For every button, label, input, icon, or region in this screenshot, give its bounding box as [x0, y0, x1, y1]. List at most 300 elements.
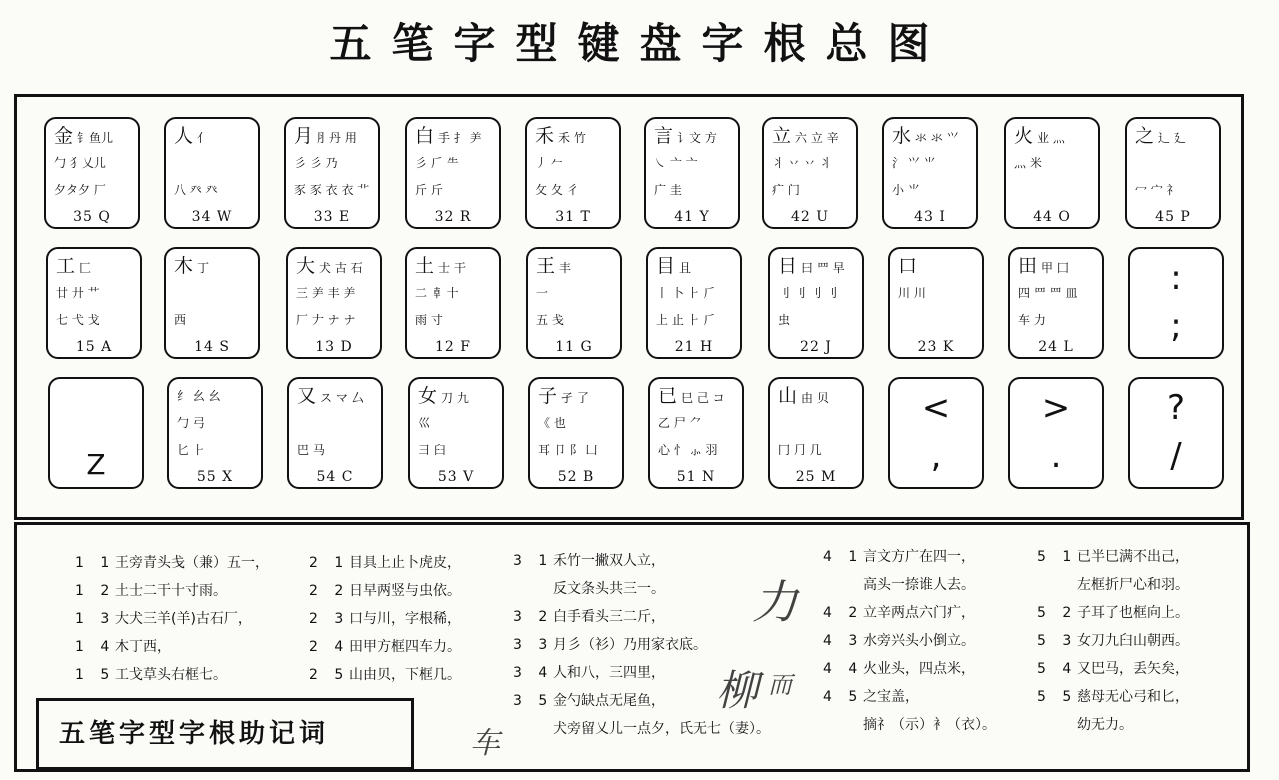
key-sub-radicals: 业 灬 [1037, 131, 1065, 145]
mnemonic-code: 2 2 [309, 583, 350, 599]
radical-row [174, 257, 209, 276]
key-sub-radicals: 丿 𠂉 [535, 156, 563, 170]
mnemonic-line [75, 555, 269, 572]
radical-row [54, 127, 113, 146]
mnemonic-line [513, 553, 665, 570]
key-24-l [1008, 247, 1104, 359]
key-sub-radicals: 甲 囗 [1041, 261, 1069, 275]
key-31-t [525, 117, 621, 229]
radical-row [778, 284, 837, 300]
key-sub-radicals: 孑 了 [561, 391, 589, 405]
key-main-radical: 已 [658, 385, 678, 407]
mnemonic-line [75, 611, 252, 628]
key-sub-radicals: 彡 彡 乃 [294, 156, 338, 170]
key-code: 15 A [75, 339, 113, 355]
mnemonic-code: 3 3 [513, 637, 554, 653]
key-code: 44 O [1033, 209, 1071, 225]
key-main-radical: 田 [1018, 255, 1038, 277]
mnemonic-caption: 五笔字型字根助记词 [36, 698, 414, 770]
key-13-d [286, 247, 382, 359]
radical-row [415, 154, 459, 170]
key-14-s [164, 247, 260, 359]
mnemonic-line [513, 721, 770, 738]
mnemonic-code: 1 3 [75, 611, 116, 627]
radical-row [898, 257, 921, 276]
mnemonic-code: 5 3 [1037, 633, 1078, 649]
mnemonic-code: 4 5 [823, 689, 864, 705]
key-sub-radicals: 匚 [79, 261, 92, 275]
key-11-g [526, 247, 622, 359]
key-sub-radicals: 雨 寸 [415, 313, 443, 327]
key-main-radical: 山 [778, 385, 798, 407]
key-symbol: : [1170, 258, 1182, 298]
key-symbol-29 [1128, 377, 1224, 489]
mnemonic-text: 山由贝，下框几。 [349, 667, 461, 683]
mnemonic-code: 2 3 [309, 611, 350, 627]
radical-row [415, 127, 482, 146]
key-sub-radicals: 巳 己 コ [681, 391, 725, 405]
key-sub-radicals: ⽲ 竹 [558, 131, 586, 145]
key-sub-radicals: 广 圭 [654, 183, 682, 197]
key-sub-radicals: ㇏ 亠 亠 [654, 156, 698, 170]
key-sub-radicals: 刂 刂 刂 刂 [778, 286, 838, 300]
radical-row [538, 387, 589, 406]
mnemonic-text: 日早两竖与虫依。 [349, 583, 461, 599]
radical-row [892, 181, 920, 197]
key-44-o [1004, 117, 1100, 229]
mnemonic-text: 工戈草头右框七。 [115, 667, 227, 683]
key-sub-radicals: 心 忄 ⺗ 羽 [658, 443, 718, 457]
mnemonic-text: 火业头，四点米， [863, 661, 975, 677]
mnemonic-line [823, 689, 919, 706]
key-sub-radicals: 六 立 辛 [795, 131, 839, 145]
mnemonic-line [823, 717, 996, 734]
radical-row [56, 311, 100, 327]
radical-row [654, 127, 717, 146]
key-main-radical: 之 [1135, 125, 1155, 147]
radical-row [294, 154, 338, 170]
key-43-i [882, 117, 978, 229]
key-34-w [164, 117, 260, 229]
key-main-radical: 大 [296, 255, 316, 277]
key-21-h [646, 247, 742, 359]
mnemonic-text: 犬旁留乂儿一点夕，氏无七（妻）。 [553, 721, 770, 737]
key-sub-radicals: ⺼丹 用 [317, 131, 357, 145]
radical-row [177, 414, 205, 430]
radical-row [778, 257, 845, 276]
key-symbol: < [921, 388, 951, 428]
mnemonic-text: 白手看头三二斤， [553, 609, 665, 625]
key-main-radical: 水 [892, 125, 912, 147]
key-sub-radicals: 厂 𠂇 ナ ナ [296, 313, 356, 327]
radical-row [1014, 154, 1042, 170]
mnemonic-text: 已半巳满不出己， [1077, 549, 1189, 565]
key-sub-radicals: 丁 [197, 261, 210, 275]
radical-row [654, 154, 698, 170]
key-main-radical: 土 [415, 255, 435, 277]
key-main-radical: 月 [294, 125, 314, 147]
key-main-radical: 金 [54, 125, 74, 147]
radical-row [535, 181, 579, 197]
mnemonic-text: 反文条头共三一。 [553, 581, 665, 597]
mnemonic-text: 子耳了也框向上。 [1077, 605, 1189, 621]
key-main-radical: 口 [898, 255, 918, 277]
key-sub-radicals: 攵 夂 彳 [535, 183, 579, 197]
mnemonic-code: 4 2 [823, 605, 864, 621]
key-sub-radicals: 巴 马 [297, 443, 325, 457]
mnemonic-line [1037, 549, 1189, 566]
key-sub-radicals: ス マ 厶 [320, 391, 364, 405]
radical-row [772, 154, 831, 170]
key-code: 42 U [790, 209, 830, 225]
key-sub-radicals: 三 ⺶ 丰 ⺶ [296, 286, 356, 300]
mnemonic-line [309, 611, 461, 628]
key-symbol: ? [1166, 388, 1186, 428]
key-main-radical: 工 [56, 255, 76, 277]
key-main-radical: 禾 [535, 125, 555, 147]
radical-row [892, 154, 936, 170]
mnemonic-line [75, 667, 227, 684]
mnemonic-code: 3 1 [513, 553, 554, 569]
key-sub-radicals: 冂 ⺆ 几 [778, 443, 822, 457]
key-sub-radicals: 丨 卜 ⺊ 𠂆 [656, 286, 716, 300]
key-main-radical: 火 [1014, 125, 1034, 147]
mnemonic-line [513, 581, 665, 598]
key-sub-radicals: 钅鱼儿 [77, 131, 114, 145]
mnemonic-line [823, 661, 975, 678]
radical-row [294, 127, 357, 146]
key-sub-radicals: 冖 宀 礻 [1135, 183, 1179, 197]
radical-row [418, 387, 469, 406]
key-sub-radicals: 一 [536, 286, 549, 300]
key-sub-radicals: 豕 豕 衣 衣 ⻀ [294, 183, 370, 197]
radical-row [536, 284, 548, 300]
key-code: 35 Q [73, 209, 111, 225]
key-42-u [762, 117, 858, 229]
key-main-radical: 言 [654, 125, 674, 147]
key-code: 31 T [555, 209, 591, 225]
radical-row [297, 441, 325, 457]
mnemonic-code: 3 5 [513, 693, 554, 709]
key-code: 41 Y [674, 209, 710, 225]
mnemonic-text: 之宝盖， [863, 689, 919, 705]
mnemonic-code: 5 5 [1037, 689, 1078, 705]
key-12-f [405, 247, 501, 359]
mnemonic-text: 口与川，字根稀， [349, 611, 461, 627]
radical-row [656, 257, 691, 276]
radical-row [54, 154, 106, 170]
mnemonic-text: 高头一捺谁人去。 [863, 577, 975, 593]
key-sub-radicals: 丰 [559, 261, 572, 275]
mnemonic-text: 大犬三羊(羊)古石厂， [115, 611, 252, 627]
key-23-k [888, 247, 984, 359]
key-sub-radicals: 勹 弓 [177, 416, 205, 430]
key-code: 32 R [434, 209, 472, 225]
key-code: 54 C [316, 469, 354, 485]
radical-row [54, 181, 106, 197]
key-code: 55 X [196, 469, 234, 485]
radical-row [658, 441, 717, 457]
key-symbol: . [1050, 436, 1062, 476]
mnemonic-code: 1 4 [75, 639, 116, 655]
key-sub-radicals: 二 𠦝 十 [415, 286, 459, 300]
key-sub-radicals: 虫 [778, 313, 791, 327]
mnemonic-line [309, 639, 461, 656]
mnemonic-text: 土士二干十寸雨。 [115, 583, 227, 599]
key-33-e [284, 117, 380, 229]
radical-row [778, 311, 790, 327]
key-sub-radicals: 五 戋 [536, 313, 564, 327]
key-55-x [167, 377, 263, 489]
mnemonic-line [309, 583, 461, 600]
key-sub-radicals: 小 ⺌ [892, 183, 920, 197]
key-code: 51 N [676, 469, 716, 485]
key-sub-radicals: 川 川 [898, 286, 926, 300]
radical-row [772, 181, 800, 197]
key-main-radical: 白 [415, 125, 435, 147]
mnemonic-text: 人和八，三四里， [553, 665, 665, 681]
key-symbol: ; [1170, 306, 1182, 346]
mnemonic-line [513, 693, 665, 710]
key-symbol: , [930, 436, 942, 476]
radical-row [174, 181, 218, 197]
key-32-r [405, 117, 501, 229]
mnemonic-code: 2 1 [309, 555, 350, 571]
mnemonic-line [75, 639, 171, 656]
mnemonic-line [513, 609, 665, 626]
key-main-radical: 又 [297, 385, 317, 407]
mnemonic-code: 3 2 [513, 609, 554, 625]
mnemonic-code: 2 5 [309, 667, 350, 683]
key-code: 11 G [555, 339, 593, 355]
key-sub-radicals: 巛 [418, 416, 431, 430]
radical-row [415, 181, 443, 197]
mnemonic-text: 慈母无心弓和匕， [1077, 689, 1189, 705]
key-sub-radicals: 西 [174, 313, 187, 327]
key-code: 21 H [674, 339, 714, 355]
radical-row [538, 414, 566, 430]
key-code: 13 D [315, 339, 353, 355]
key-symbol-20 [48, 377, 144, 489]
radical-row [536, 311, 564, 327]
mnemonic-text: 言文方广在四一， [863, 549, 975, 565]
key-sub-radicals: 辶 廴 [1158, 131, 1186, 145]
mnemonic-text: 摘礻（示）衤（衣）。 [863, 717, 996, 733]
key-sub-radicals: 车 力 [1018, 313, 1046, 327]
mnemonic-line [823, 577, 975, 594]
radical-row [898, 284, 926, 300]
radical-row [1014, 127, 1065, 146]
key-code: 14 S [194, 339, 230, 355]
key-sub-radicals: 纟 ⺓ 幺 [177, 389, 221, 403]
radical-row [296, 284, 355, 300]
key-52-b [528, 377, 624, 489]
mnemonic-line [1037, 689, 1189, 706]
mnemonic-code: 5 1 [1037, 549, 1078, 565]
mnemonic-line [823, 549, 975, 566]
radical-row [418, 441, 446, 457]
key-sub-radicals: 夕タ夕 厂 [54, 183, 106, 197]
key-sub-radicals: 上 止 ⺊ 𠂆 [656, 313, 716, 327]
mnemonic-code: 3 4 [513, 665, 554, 681]
radical-row [56, 257, 91, 276]
key-main-radical: 人 [174, 125, 194, 147]
radical-row [772, 127, 839, 146]
key-sub-radicals: 《 也 [538, 416, 566, 430]
page-title: 五笔字型键盘字根总图 [329, 19, 950, 68]
mnemonic-text: 水旁兴头小倒立。 [863, 633, 975, 649]
key-sub-radicals: 彡 𠂆 ⺧ [415, 156, 459, 170]
radical-row [656, 311, 715, 327]
key-sub-radicals: 氺 氺 ⺍ [915, 131, 959, 145]
radical-row [56, 284, 100, 300]
mnemonic-text: 月彡（衫）乃用家衣底。 [553, 637, 707, 653]
key-sub-radicals: 四 罒 罒 皿 [1018, 286, 1078, 300]
key-25-m [768, 377, 864, 489]
key-sub-radicals: 灬 米 [1014, 156, 1042, 170]
key-code: 22 J [800, 339, 832, 355]
radical-row [296, 257, 363, 276]
key-sub-radicals: 曰 ⺲ 早 [801, 261, 845, 275]
radical-row [1135, 181, 1179, 197]
mnemonic-line [1037, 633, 1189, 650]
handwritten-note: 柳 [716, 666, 759, 715]
key-main-radical: 日 [778, 255, 798, 277]
radical-row [658, 387, 725, 406]
radical-row [415, 311, 443, 327]
radical-row [418, 414, 430, 430]
mnemonic-line [823, 605, 975, 622]
radical-row [415, 257, 466, 276]
key-main-radical: 木 [174, 255, 194, 277]
key-code: 34 W [191, 209, 233, 225]
key-symbol: > [1041, 388, 1071, 428]
radical-row [297, 387, 364, 406]
radical-row [535, 154, 563, 170]
mnemonic-text: 女刀九臼山朝西。 [1077, 633, 1189, 649]
mnemonic-line [1037, 717, 1133, 734]
key-code: 25 M [795, 469, 837, 485]
radical-row [778, 387, 829, 406]
key-sub-radicals: 乙 尸 ⺈ [658, 416, 702, 430]
key-sub-radicals: 八 癶 癶 [174, 183, 218, 197]
radical-row [174, 127, 209, 146]
key-15-a [46, 247, 142, 359]
radical-row [892, 127, 959, 146]
mnemonic-text: 王旁青头戋（兼）五一， [115, 555, 269, 571]
key-main-radical: 子 [538, 385, 558, 407]
key-35-q [44, 117, 140, 229]
key-sub-radicals: 彐 臼 [418, 443, 446, 457]
mnemonic-line [513, 665, 665, 682]
radical-row [415, 284, 459, 300]
key-sub-radicals: 亻 [197, 131, 210, 145]
radical-row [296, 311, 355, 327]
key-51-n [648, 377, 744, 489]
handwritten-note: 而 [768, 671, 792, 699]
key-code: 53 V [437, 469, 475, 485]
key-code: 23 K [917, 339, 955, 355]
radical-row [174, 311, 186, 327]
radical-row [177, 441, 205, 457]
radical-row [536, 257, 571, 276]
mnemonic-text: 目具上止卜虎皮， [349, 555, 461, 571]
mnemonic-text: 木丁西， [115, 639, 171, 655]
radical-row [177, 387, 221, 403]
mnemonic-code: 2 4 [309, 639, 350, 655]
key-symbol: / [1170, 436, 1182, 476]
mnemonic-line [1037, 661, 1189, 678]
mnemonic-code: 4 4 [823, 661, 864, 677]
key-sub-radicals: 勹 犭乂儿 [54, 156, 106, 170]
radical-row [535, 127, 586, 146]
mnemonic-line [309, 555, 461, 572]
key-code: 12 F [435, 339, 471, 355]
mnemonic-code: 5 2 [1037, 605, 1078, 621]
radical-row [658, 414, 702, 430]
key-code: 45 P [1155, 209, 1191, 225]
mnemonic-text: 幼无力。 [1077, 717, 1133, 733]
key-sub-radicals: 氵 ⺍ ⺌ [892, 156, 936, 170]
key-symbol-28 [1008, 377, 1104, 489]
key-sub-radicals: 且 [679, 261, 692, 275]
mnemonic-text: 禾竹一撇双人立， [553, 553, 665, 569]
key-sub-radicals: 七 弋 戈 [56, 313, 100, 327]
mnemonic-text: 金勺缺点无尾鱼， [553, 693, 665, 709]
radical-row [656, 284, 715, 300]
mnemonic-line [309, 667, 461, 684]
key-letter: Z [86, 448, 106, 481]
key-main-radical: 王 [536, 255, 556, 277]
mnemonic-code: 4 3 [823, 633, 864, 649]
key-53-v [408, 377, 504, 489]
key-main-radical: 目 [656, 255, 676, 277]
radical-row [1018, 284, 1077, 300]
mnemonic-text: 左框折尸心和羽。 [1077, 577, 1189, 593]
key-sub-radicals: 丬 丷 丷 丬 [772, 156, 832, 170]
key-sub-radicals: 匕 ⺊ [177, 443, 205, 457]
radical-row [1018, 257, 1069, 276]
key-sub-radicals: 士 干 [438, 261, 466, 275]
mnemonic-text: 立辛两点六门疒， [863, 605, 975, 621]
radical-row [294, 181, 369, 197]
radical-row [654, 181, 682, 197]
key-symbol-19 [1128, 247, 1224, 359]
key-sub-radicals: 耳 卩 阝 凵 [538, 443, 598, 457]
key-code: 43 I [914, 209, 946, 225]
key-sub-radicals: 廿 廾 艹 [56, 286, 100, 300]
keyboard-chart [14, 94, 1244, 520]
key-41-y [644, 117, 740, 229]
mnemonic-code: 1 1 [75, 555, 116, 571]
key-45-p [1125, 117, 1221, 229]
mnemonic-line [823, 633, 975, 650]
key-sub-radicals: 斤 斤 [415, 183, 443, 197]
key-sub-radicals: 疒 门 [772, 183, 800, 197]
key-sub-radicals: 刀 九 [441, 391, 469, 405]
key-sub-radicals: 由 贝 [801, 391, 829, 405]
key-code: 52 B [557, 469, 595, 485]
key-22-j [768, 247, 864, 359]
handwritten-note: 力 [752, 575, 798, 629]
key-sub-radicals: 犬 古 石 [319, 261, 363, 275]
handwritten-note: 车 [470, 726, 500, 761]
radical-row [778, 441, 822, 457]
mnemonic-text: 田甲方框四车力。 [349, 639, 461, 655]
mnemonic-code: 1 2 [75, 583, 116, 599]
key-sub-radicals: 手 扌 ⺶ [438, 131, 482, 145]
radical-row [1135, 127, 1186, 146]
